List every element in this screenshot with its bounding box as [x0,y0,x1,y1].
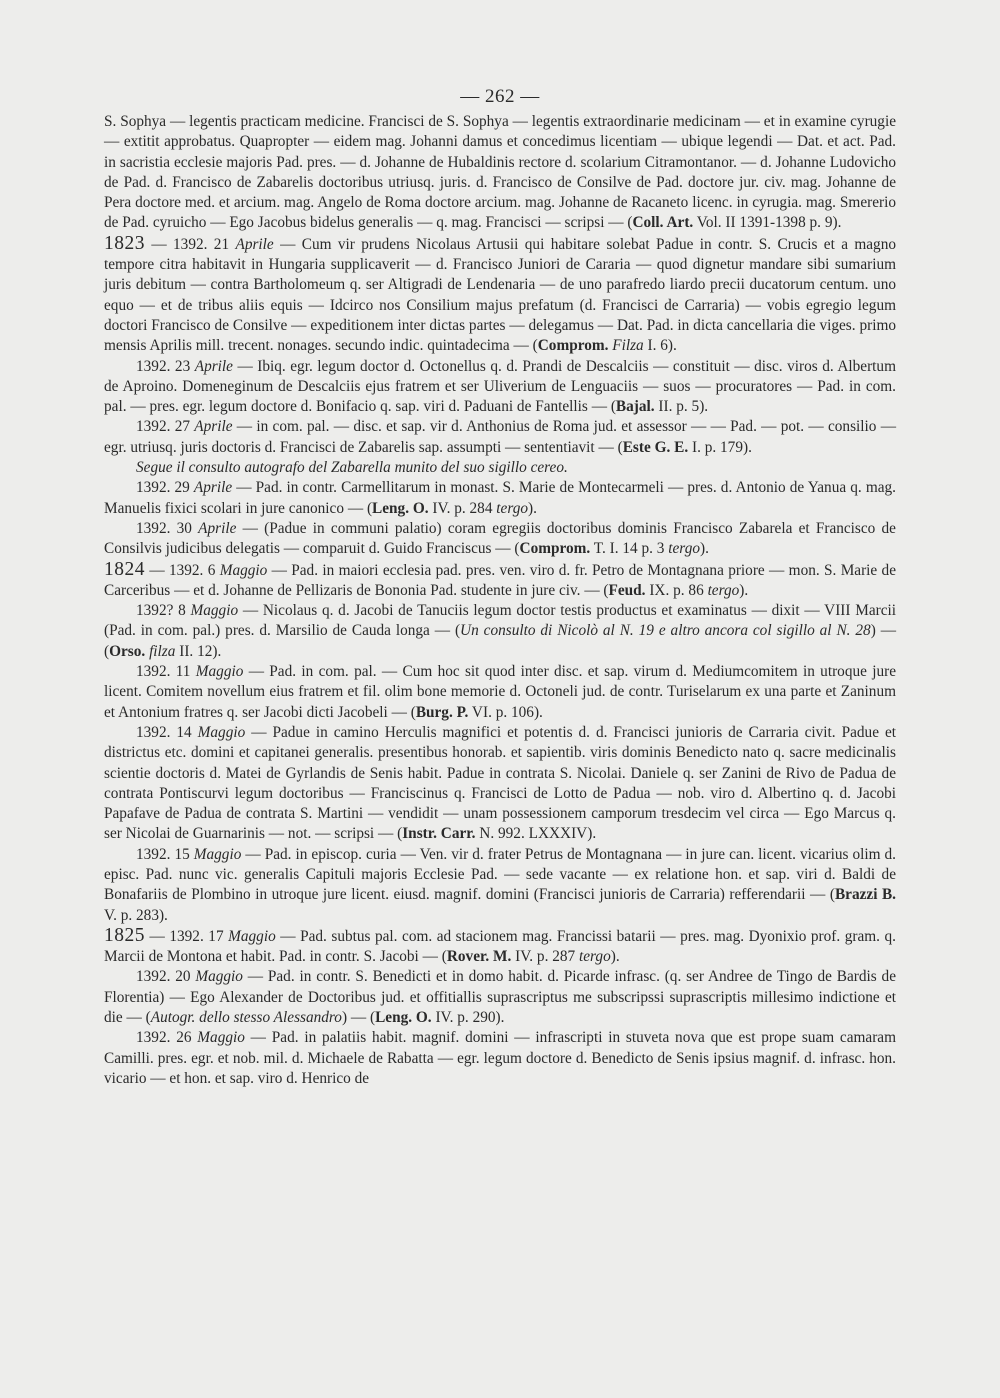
document-number: 1825 [104,924,145,946]
paragraph-11-maggio: 1392. 11 Maggio — Pad. in com. pal. — Cum hoc sit quod inter disc. et sap. virum d. Mediumcomitem in utroque jure licent. Comitem novellum eius fratrem et fil. olim bone memorie d. Octoneli jud. de contr. Turiselarum ex una parte et Zaninum et Antonium fratres q. ser Jacobi dicti Jacobeli — (Burg. P. VI. p. 106). [104,663,896,721]
month-label: Maggio [219,561,268,579]
page-number: — 262 — [460,86,540,107]
archive-ref: Comprom. [519,540,591,558]
paragraph-30-aprile: 1392. 30 Aprile — (Padue in communi palatio) coram egregiis doctoribus dominis Francisco Zabarela et Francisco de Consilvis judicibus delegatis — comparuit d. Guido Franciscus — (Comprom. T. I. 14 p. 3 tergo). [104,519,896,558]
month-label: Maggio [190,602,239,620]
document-number: 1824 [104,558,145,580]
paragraph-23-aprile: 1392. 23 Aprile — Ibiq. egr. legum doctor d. Octonellus q. d. Prandi de Descalciis — constituit — disc. viros d. Albertum de Aproino. Domeneginum de Descalciis ejus fratrem et ser Uliverium de Lenguaciis — suos — procuratores — Pad. in com. pal. — pres. egr. legum doctore d. Bonifacio q. sap. viri d. Paduani de Fantellis — (Bajal. II. p. 5). [104,357,896,416]
archive-ref: Rover. M. [446,948,512,966]
archive-ref: Orso. [109,642,146,660]
month-label: Aprile [193,479,233,497]
archive-ref: Comprom. [537,337,609,355]
paragraph-20-maggio: 1392. 20 Maggio — Pad. in contr. S. Benedicti et in domo habit. d. Picarde infrasc. (q. ser Andree de Tingo de Bardis de Florentia) — Ego Alexander de Doctoribus jud. et offitiallis suprascriptus me subscripssi suprascriptis millesimo indictione et die — (Autogr. dello stesso Alessandro) — (Leng. O. IV. p. 290). [104,968,896,1027]
paragraph-29-aprile: 1392. 29 Aprile — Pad. in contr. Carmellitarum in monast. S. Marie de Montecarmeli — pres. d. Antonio de Yanua q. mag. Manuelis fixici scolari in jure canonico — (Leng. O. IV. p. 284 tergo). [104,479,896,517]
paragraph-1824: 1824 — 1392. 6 Maggio — Pad. in maiori ecclesia pad. pres. ven. viro d. fr. Petro de Montagnana priore — mon. S. Marie de Carceribus — et d. Johanne de Pellizaris de Bononia Pad. studente in jure civ. — (Feud. IX. p. 86 tergo). [104,558,896,599]
document-body [104,112,896,1089]
archive-ref: Coll. Art. [632,214,694,232]
month-label: Maggio [197,1029,245,1047]
editorial-note: Un consulto di Nicolò al N. 19 e altro ancora col sigillo al N. 28 [460,622,871,640]
archive-ref: Este G. E. [622,438,689,456]
month-label: Aprile [235,235,274,253]
editorial-note: Autogr. dello stesso Alessandro [150,1009,342,1027]
archive-ref: Leng. O. [375,1009,432,1027]
archive-ref: Bajal. [615,398,655,416]
archive-ref: Brazzi B. [834,886,896,904]
month-label: Maggio [195,663,244,681]
archive-ref: Feud. [608,581,646,599]
archive-ref: Burg. P. [415,703,469,721]
paragraph-1823: 1823 — 1392. 21 Aprile — Cum vir prudens Nicolaus Artusii qui habitare solebat Padue in contr. S. Crucis et a magno tempore citra habitavit in Hungaria supplicaverit — d. Francisco Juniori de Cararia — quod dignetur mandare sibi sumarium juris debitum — contra Bartholomeum q. ser Altigradi de Lendenaria — de uno parafredo liardo precii ducatorum centum. uno equo — et de tribus aliis equis — Idcirco nos Consilium majus prefatum (d. Francisci de Carraria) — vobis egregio legum doctori Francisco de Consilve — expeditionem inter dictas partes — delegamus — Dat. Pad. in dicta cancellaria die viges. primo mensis Aprilis mill. trecent. nonages. secundo indic. quintadecima — (Comprom. Filza I. 6). [104,232,896,355]
month-label: Aprile [194,357,233,375]
archive-ref: Instr. Carr. [402,825,476,843]
month-label: Maggio [195,968,243,986]
note-segue: Segue il consulto autografo del Zabarella munito del suo sigillo cereo. [136,459,568,477]
paragraph-8-maggio: 1392? 8 Maggio — Nicolaus q. d. Jacobi de Tanuciis legum doctor testis productus et examinatus — dixit — VIII Marcii (Pad. in com. pal.) pres. d. Marsilio de Cauda longa — (Un consulto di Nicolò al N. 19 e altro ancora col sigillo al N. 28) — (Orso. filza II. 12). [104,602,897,660]
document-number: 1823 [104,232,145,254]
paragraph-26-maggio: 1392. 26 Maggio — Pad. in palatiis habit. magnif. domini — infrascripti in stuveta nova que est prope suam camaram Camilli. pres. egr. et nob. mil. d. Michaele de Rabatta — egr. legum doctore d. Benedicto de Senis ipsius magnif. d. infrasc. hon. vicario — et hon. et sap. viro d. Henrico de [104,1029,896,1087]
month-label: Maggio [197,723,246,741]
month-label: Aprile [194,418,233,436]
paragraph-1825: 1825 — 1392. 17 Maggio — Pad. subtus pal. com. ad stacionem mag. Francissi batarii — pres. mag. Dyonixio prof. gram. q. Marcii de Montona et habit. Pad. in contr. S. Jacobi — (Rover. M. IV. p. 287 tergo). [104,924,896,966]
month-label: Maggio [193,845,242,863]
paragraph-14-maggio: 1392. 14 Maggio — Padue in camino Herculis magnifici et potentis d. d. Francisci junioris de Carraria civit. Padue et districtus etc. domini et capitanei generalis. presentibus honorab. et sapientib. viris dominis Benedicto nato q. sacre medicinalis scientie doctoris d. Matei de Gyrlandis de Senis habit. Padue in contrata S. Nicolai. Daniele q. ser Zanini de Rivo de Padua de contrata Pontiscurvi legum doctoribus — Franciscinus q. Francisci de Lotto de Padua — nob. viro d. Albertino q. d. Jacobi Papafave de Padua de contrata S. Martini — vendidit — unam possessionem camporum tresdecim vel circa — Ego Marcus q. ser Nicolai de Guarnarinis — not. — scripsi — (Instr. Carr. N. 992. LXXXIV). [104,723,896,843]
archive-ref: Leng. O. [372,499,429,517]
paragraph-intro: S. Sophya — legentis practicam medicine. Francisci de S. Sophya — legentis extraordinarie medicinam — et in examine cyrugie — extitit approbatus. Quapropter — eidem mag. Johanni damus et concedimus licentiam — ubique legendi — Dat. et act. Pad. in sacristia ecclesie majoris Pad. pres. — d. Johanne de Hubaldinis rectore d. scolarium Citramontanor. — d. Johanne Ludovicho de Pad. d. Francisco de Zabarelis doctoribus utriusq. juris. d. Francisco de Consilve de Pad. doctore jur. civ. mag. Johanne de Pera doctore med. et arcium. mag. Angelo de Roma doctore arcium. mag. Johanne de Racaneto licenc. in cyrugia. mag. Smererio de Pad. cyruicho — Ego Jacobus bidelus generalis — q. mag. Francisci — scripsi — (Coll. Art. Vol. II 1391-1398 p. 9). [104,113,896,232]
month-label: Aprile [198,519,237,537]
paragraph-27-aprile: 1392. 27 Aprile — in com. pal. — disc. et sap. vir d. Anthonius de Roma jud. et assessor — — Pad. — pot. — consilio — egr. utriusq. juris doctoris d. Francisci de Zabarelis sap. assumpti — sententiavit — (Este G. E. I. p. 179). [104,418,896,456]
paragraph-15-maggio: 1392. 15 Maggio — Pad. in episcop. curia — Ven. vir d. frater Petrus de Montagnana — in jure can. licent. vicarius olim d. episc. Pad. nunc vic. generalis Capituli majoris Ecclesie Pad. — sede vacante — ex relatione hon. et sap. viri d. Baldi de Bonafariis de Plombino in utroque jure licent. eiusd. magnif. domini (Francisci junioris de Carraria) refferendarii — (Brazzi B. V. p. 283). [104,845,896,924]
month-label: Maggio [228,927,276,945]
